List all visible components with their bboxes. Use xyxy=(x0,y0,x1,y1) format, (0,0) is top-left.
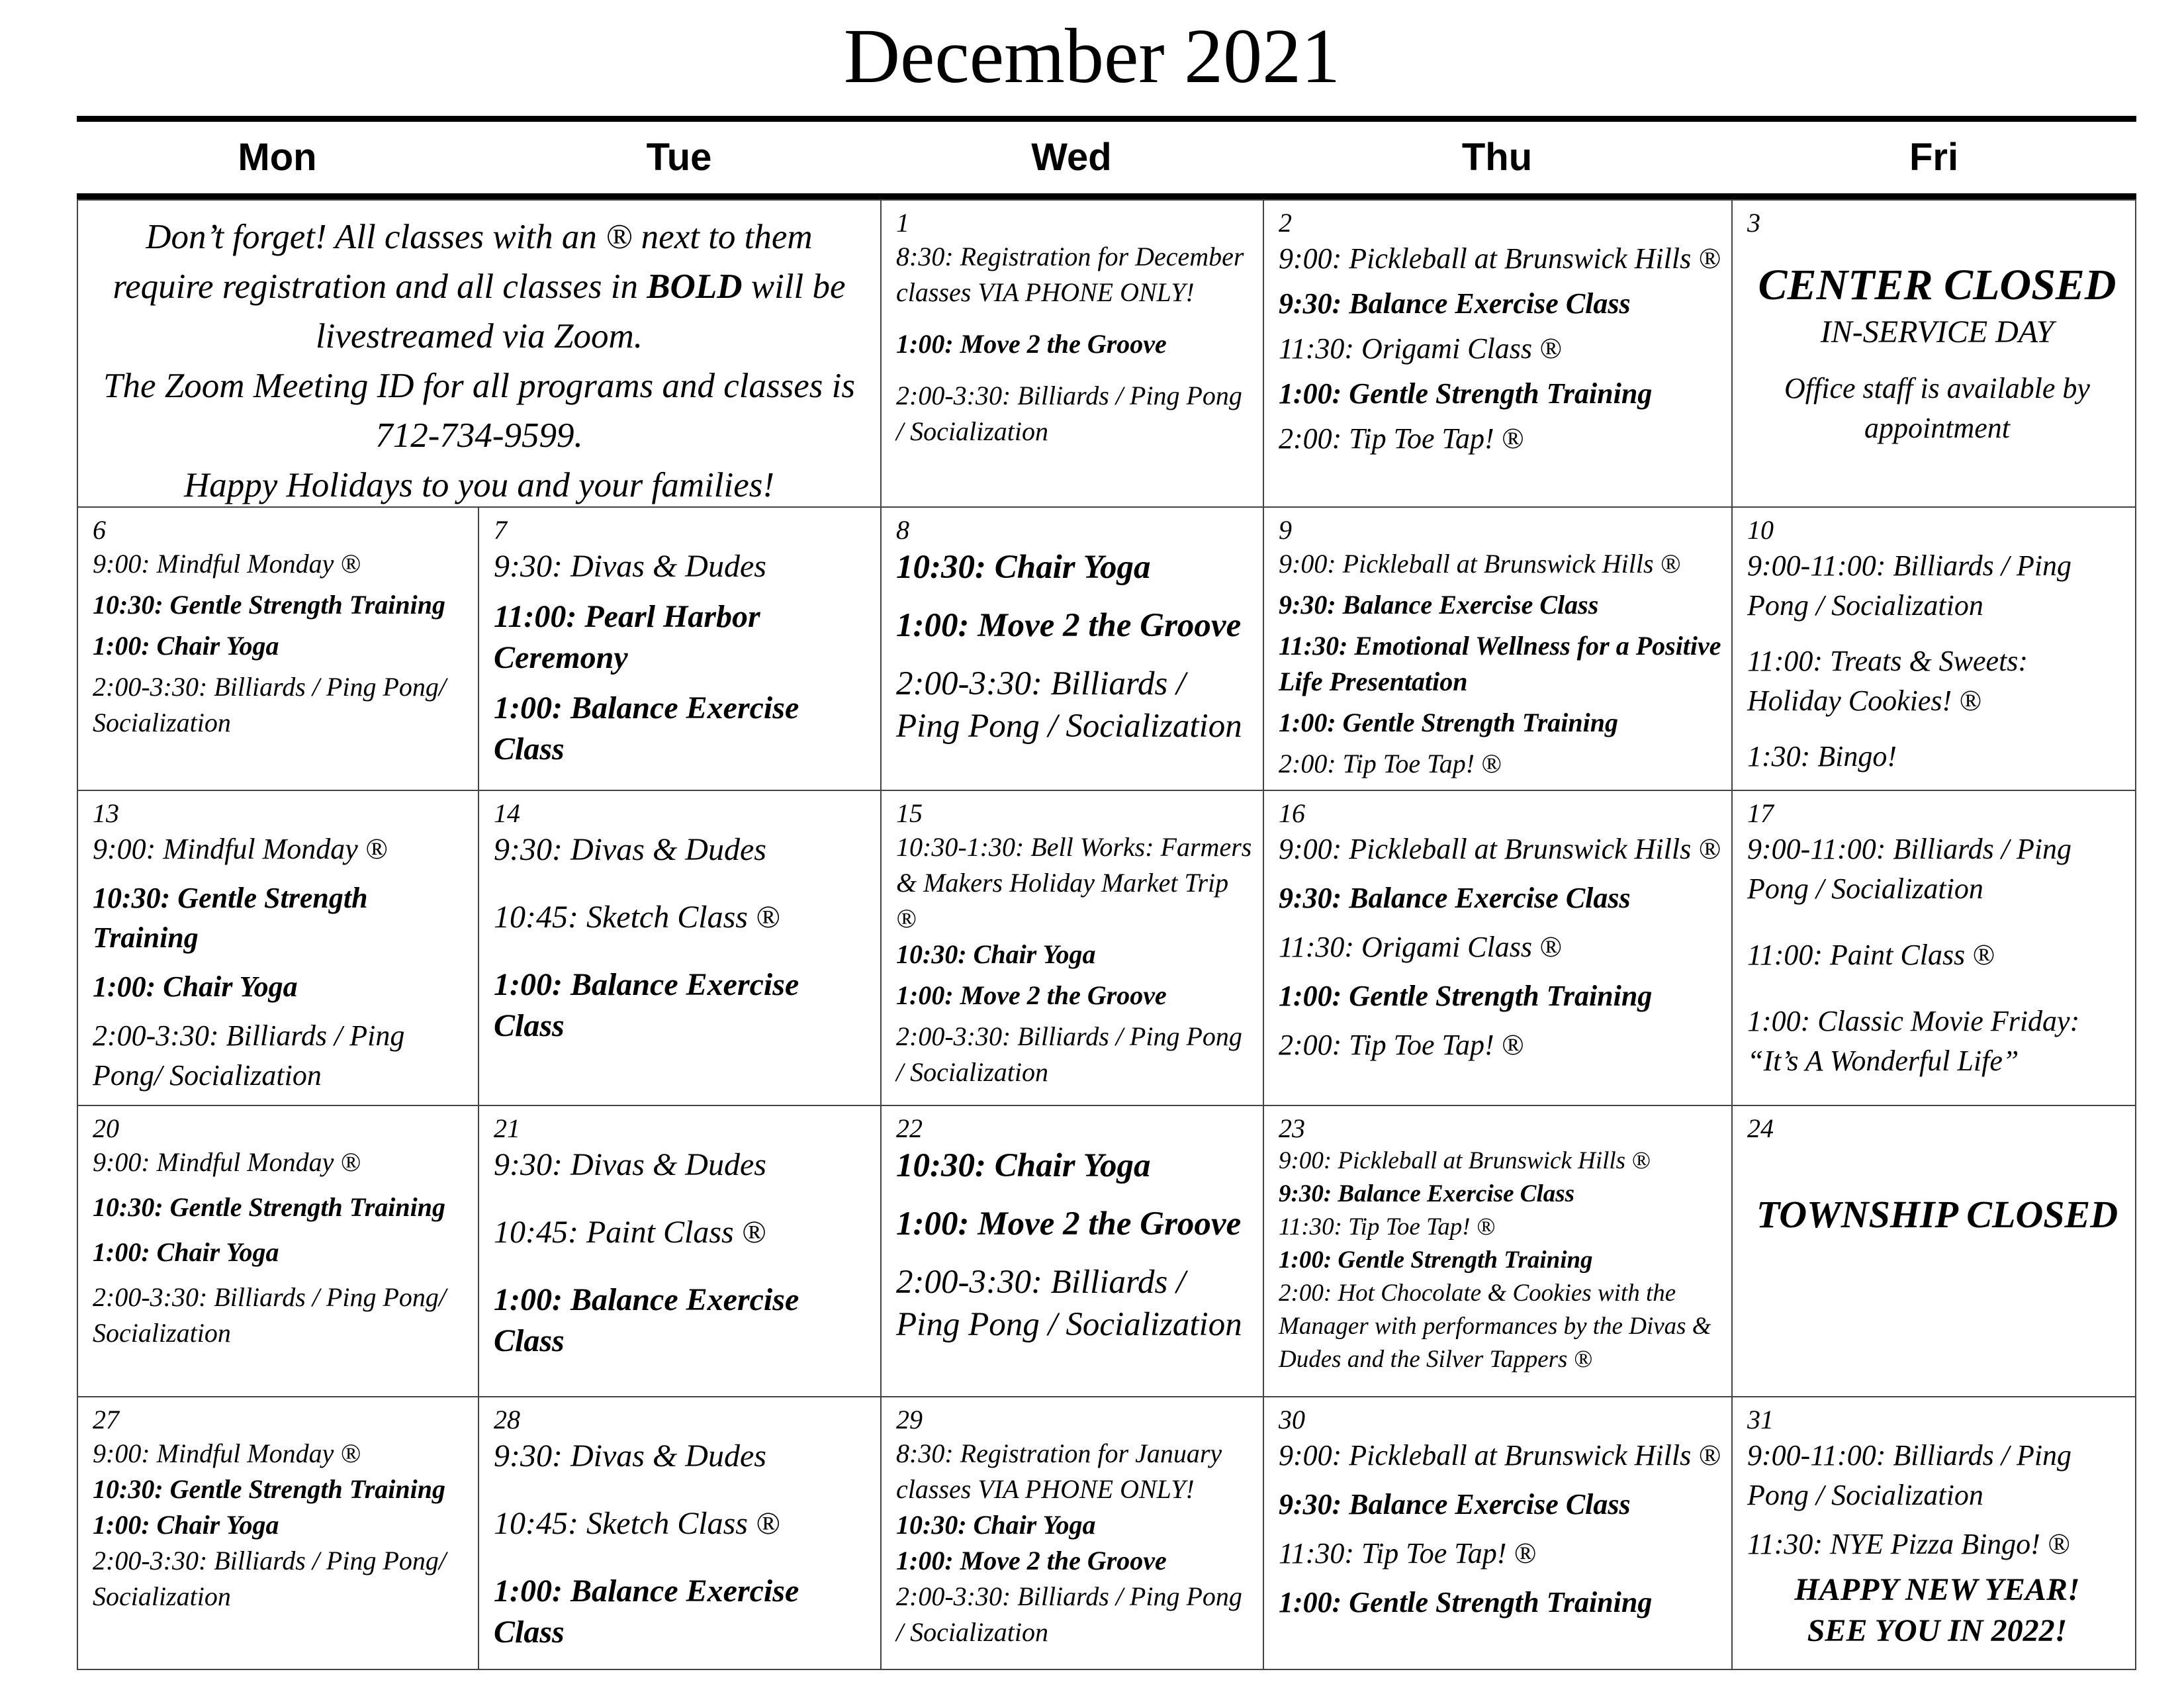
day-number: 23 xyxy=(1279,1113,1305,1143)
day-cell-2 xyxy=(1263,199,1733,508)
event: 9:30: Divas & Dudes xyxy=(494,832,766,867)
weekday-header xyxy=(77,122,2136,193)
event: 2:00-3:30: Billiards / Ping Pong/ Socialization xyxy=(93,1282,447,1348)
event: 10:45: Paint Class ® xyxy=(494,1215,766,1250)
day-cell-23 xyxy=(1263,1105,1733,1397)
event: 8:30: Registration for December classes VIA PHONE ONLY! xyxy=(896,242,1244,307)
day-cell-24 xyxy=(1731,1105,2136,1397)
event: 1:00: Chair Yoga xyxy=(93,970,298,1003)
event: 1:00: Chair Yoga xyxy=(93,1510,279,1540)
day-number: 8 xyxy=(896,515,909,545)
event: 9:30: Divas & Dudes xyxy=(494,549,766,584)
event: 9:00-11:00: Billiards / Ping Pong / Socialization xyxy=(1747,549,2072,622)
day-number: 1 xyxy=(896,208,909,238)
event: 11:30: Origami Class ® xyxy=(1279,332,1562,365)
notice-bold-word: BOLD xyxy=(647,267,743,306)
event: 9:00: Mindful Monday ® xyxy=(93,1438,361,1468)
notice-box xyxy=(77,199,882,508)
day-cell-20 xyxy=(77,1105,479,1397)
day-number: 30 xyxy=(1279,1405,1305,1434)
closure-headline: CENTER CLOSED xyxy=(1758,261,2116,309)
event: 10:30: Chair Yoga xyxy=(896,939,1096,969)
new-year-greeting-2: SEE YOU IN 2022! xyxy=(1807,1613,2068,1648)
weekday-tue: Tue xyxy=(646,136,712,179)
event: 2:00-3:30: Billiards / Ping Pong / Socialization xyxy=(896,1264,1242,1343)
event: 2:00-3:30: Billiards / Ping Pong / Socialization xyxy=(896,665,1242,745)
event: 8:30: Registration for January classes VIA PHONE ONLY! xyxy=(896,1438,1222,1504)
event: 10:45: Sketch Class ® xyxy=(494,1506,780,1541)
day-cell-22 xyxy=(880,1105,1264,1397)
event: 9:00: Pickleball at Brunswick Hills ® xyxy=(1279,1147,1651,1174)
day-cell-15 xyxy=(880,790,1264,1106)
event: 1:00: Move 2 the Groove xyxy=(896,980,1167,1010)
event: 2:00: Tip Toe Tap! ® xyxy=(1279,422,1524,455)
event: 9:00: Pickleball at Brunswick Hills ® xyxy=(1279,549,1680,579)
weekday-thu: Thu xyxy=(1461,136,1533,179)
day-cell-1 xyxy=(880,199,1264,508)
day-number: 17 xyxy=(1747,798,1774,828)
event: 11:00: Treats & Sweets: Holiday Cookies! ® xyxy=(1747,645,2028,717)
event: 10:30: Chair Yoga xyxy=(896,1147,1151,1184)
event: 9:30: Balance Exercise Class xyxy=(1279,882,1631,914)
event: 1:30: Bingo! xyxy=(1747,740,1897,773)
event: 2:00: Tip Toe Tap! ® xyxy=(1279,1029,1524,1061)
day-cell-16 xyxy=(1263,790,1733,1106)
event: 9:00-11:00: Billiards / Ping Pong / Socialization xyxy=(1747,1439,2072,1511)
event: 11:30: Tip Toe Tap! ® xyxy=(1279,1537,1536,1570)
event: 2:00-3:30: Billiards / Ping Pong / Socialization xyxy=(896,1581,1242,1647)
event: 2:00-3:30: Billiards / Ping Pong / Socialization xyxy=(896,381,1242,446)
event: 10:30-1:30: Bell Works: Farmers & Makers Holiday Market Trip ® xyxy=(896,832,1252,933)
day-number: 2 xyxy=(1279,208,1292,238)
day-number: 27 xyxy=(93,1405,119,1434)
day-number: 22 xyxy=(896,1113,923,1143)
day-number: 7 xyxy=(494,515,507,545)
event: 1:00: Move 2 the Groove xyxy=(896,1546,1167,1575)
notice-holidays: Happy Holidays to you and your families! xyxy=(183,466,775,504)
event: 1:00: Move 2 the Groove xyxy=(896,329,1167,359)
notice-text-a: Don’t forget! All classes with an ® next to them require registration and all classes in xyxy=(113,218,813,306)
event: 1:00: Gentle Strength Training xyxy=(1279,1586,1653,1618)
closure-subhead: IN-SERVICE DAY xyxy=(1820,314,2054,350)
day-cell-13 xyxy=(77,790,479,1106)
weekday-mon: Mon xyxy=(238,136,317,179)
weekday-wed: Wed xyxy=(1031,136,1112,179)
event: 11:30: Emotional Wellness for a Positive Life Presentation xyxy=(1279,631,1721,696)
event: 1:00: Move 2 the Groove xyxy=(896,1205,1242,1243)
day-cell-6 xyxy=(77,506,479,791)
event: 1:00: Move 2 the Groove xyxy=(896,607,1242,644)
event: 11:30: Tip Toe Tap! ® xyxy=(1279,1213,1495,1241)
day-number: 21 xyxy=(494,1113,520,1143)
event: 2:00: Hot Chocolate & Cookies with the Manager with performances by the Divas & Dudes and the Silver Tappers ® xyxy=(1279,1280,1711,1373)
day-number: 9 xyxy=(1279,515,1292,545)
event: 10:30: Gentle Strength Training xyxy=(93,1192,446,1222)
event: 9:30: Balance Exercise Class xyxy=(1279,1180,1575,1207)
event: 2:00-3:30: Billiards / Ping Pong/ Socialization xyxy=(93,672,447,737)
day-number: 31 xyxy=(1747,1405,1774,1434)
event: 2:00-3:30: Billiards / Ping Pong / Socialization xyxy=(896,1021,1242,1087)
day-cell-3 xyxy=(1731,199,2136,508)
event: 10:30: Gentle Strength Training xyxy=(93,1474,446,1504)
event: 11:00: Paint Class ® xyxy=(1747,939,1995,971)
notice-zoom-id: The Zoom Meeting ID for all programs and classes is 712-734-9599. xyxy=(103,367,856,455)
event: 9:00: Mindful Monday ® xyxy=(93,1147,361,1177)
event: 9:30: Divas & Dudes xyxy=(494,1438,766,1474)
event: 9:00: Mindful Monday ® xyxy=(93,549,361,579)
day-number: 20 xyxy=(93,1113,119,1143)
event: 9:30: Balance Exercise Class xyxy=(1279,1488,1631,1521)
event: 9:00: Pickleball at Brunswick Hills ® xyxy=(1279,242,1721,275)
event: 11:00: Pearl Harbor Ceremony xyxy=(494,599,760,675)
event: 1:00: Balance Exercise Class xyxy=(494,967,799,1043)
event: 9:30: Balance Exercise Class xyxy=(1279,590,1599,620)
event: 10:30: Chair Yoga xyxy=(896,1510,1096,1540)
event: 1:00: Balance Exercise Class xyxy=(494,1573,799,1650)
event: 1:00: Gentle Strength Training xyxy=(1279,980,1653,1012)
day-cell-7 xyxy=(478,506,882,791)
day-number: 16 xyxy=(1279,798,1305,828)
day-cell-14 xyxy=(478,790,882,1106)
day-number: 10 xyxy=(1747,515,1774,545)
event: 1:00: Chair Yoga xyxy=(93,1237,279,1267)
header-bottom-rule xyxy=(77,193,2136,199)
day-number: 15 xyxy=(896,798,923,828)
event: 2:00: Tip Toe Tap! ® xyxy=(1279,749,1502,778)
event: 2:00-3:30: Billiards / Ping Pong/ Socialization xyxy=(93,1546,447,1611)
day-cell-27 xyxy=(77,1396,479,1670)
day-number: 24 xyxy=(1747,1113,1774,1143)
event: 1:00: Gentle Strength Training xyxy=(1279,1246,1593,1274)
event: 9:00: Pickleball at Brunswick Hills ® xyxy=(1279,833,1721,865)
event: 1:00: Balance Exercise Class xyxy=(494,690,799,767)
event: 1:00: Chair Yoga xyxy=(93,631,279,661)
event: 2:00-3:30: Billiards / Ping Pong/ Socialization xyxy=(93,1019,405,1092)
calendar-title: December 2021 xyxy=(843,13,1341,99)
day-cell-31 xyxy=(1731,1396,2136,1670)
notice-text-b: will be livestreamed via Zoom. xyxy=(315,267,846,355)
event: 10:45: Sketch Class ® xyxy=(494,900,780,935)
day-cell-29 xyxy=(880,1396,1264,1670)
event: 9:30: Divas & Dudes xyxy=(494,1147,766,1182)
event: 10:30: Gentle Strength Training xyxy=(93,882,368,954)
weekday-fri: Fri xyxy=(1909,136,1959,179)
day-number: 13 xyxy=(93,798,119,828)
event: 11:30: Origami Class ® xyxy=(1279,931,1562,963)
event: 11:30: NYE Pizza Bingo! ® xyxy=(1747,1528,2070,1560)
event: 9:00: Pickleball at Brunswick Hills ® xyxy=(1279,1439,1721,1472)
event: 9:00-11:00: Billiards / Ping Pong / Socialization xyxy=(1747,833,2072,905)
day-number: 3 xyxy=(1747,208,1760,238)
new-year-greeting: HAPPY NEW YEAR! xyxy=(1794,1572,2080,1607)
day-number: 29 xyxy=(896,1405,923,1434)
event: 10:30: Gentle Strength Training xyxy=(93,590,446,620)
event: 10:30: Chair Yoga xyxy=(896,549,1151,586)
day-cell-17 xyxy=(1731,790,2136,1106)
header-top-rule xyxy=(77,116,2136,122)
day-cell-10 xyxy=(1731,506,2136,791)
day-number: 14 xyxy=(494,798,520,828)
event: 9:00: Mindful Monday ® xyxy=(93,833,388,865)
event: 1:00: Classic Movie Friday: “It’s A Wonderful Life” xyxy=(1747,1005,2080,1077)
day-cell-9 xyxy=(1263,506,1733,791)
day-cell-30 xyxy=(1263,1396,1733,1670)
closure-headline: TOWNSHIP CLOSED xyxy=(1756,1193,2118,1236)
day-number: 28 xyxy=(494,1405,520,1434)
closure-note: Office staff is available by appointment xyxy=(1784,372,2090,444)
day-cell-28 xyxy=(478,1396,882,1670)
day-number: 6 xyxy=(93,515,106,545)
event: 1:00: Gentle Strength Training xyxy=(1279,708,1619,737)
day-cell-21 xyxy=(478,1105,882,1397)
event: 1:00: Gentle Strength Training xyxy=(1279,377,1653,410)
event: 1:00: Balance Exercise Class xyxy=(494,1282,799,1358)
day-cell-8 xyxy=(880,506,1264,791)
event: 9:30: Balance Exercise Class xyxy=(1279,287,1631,320)
